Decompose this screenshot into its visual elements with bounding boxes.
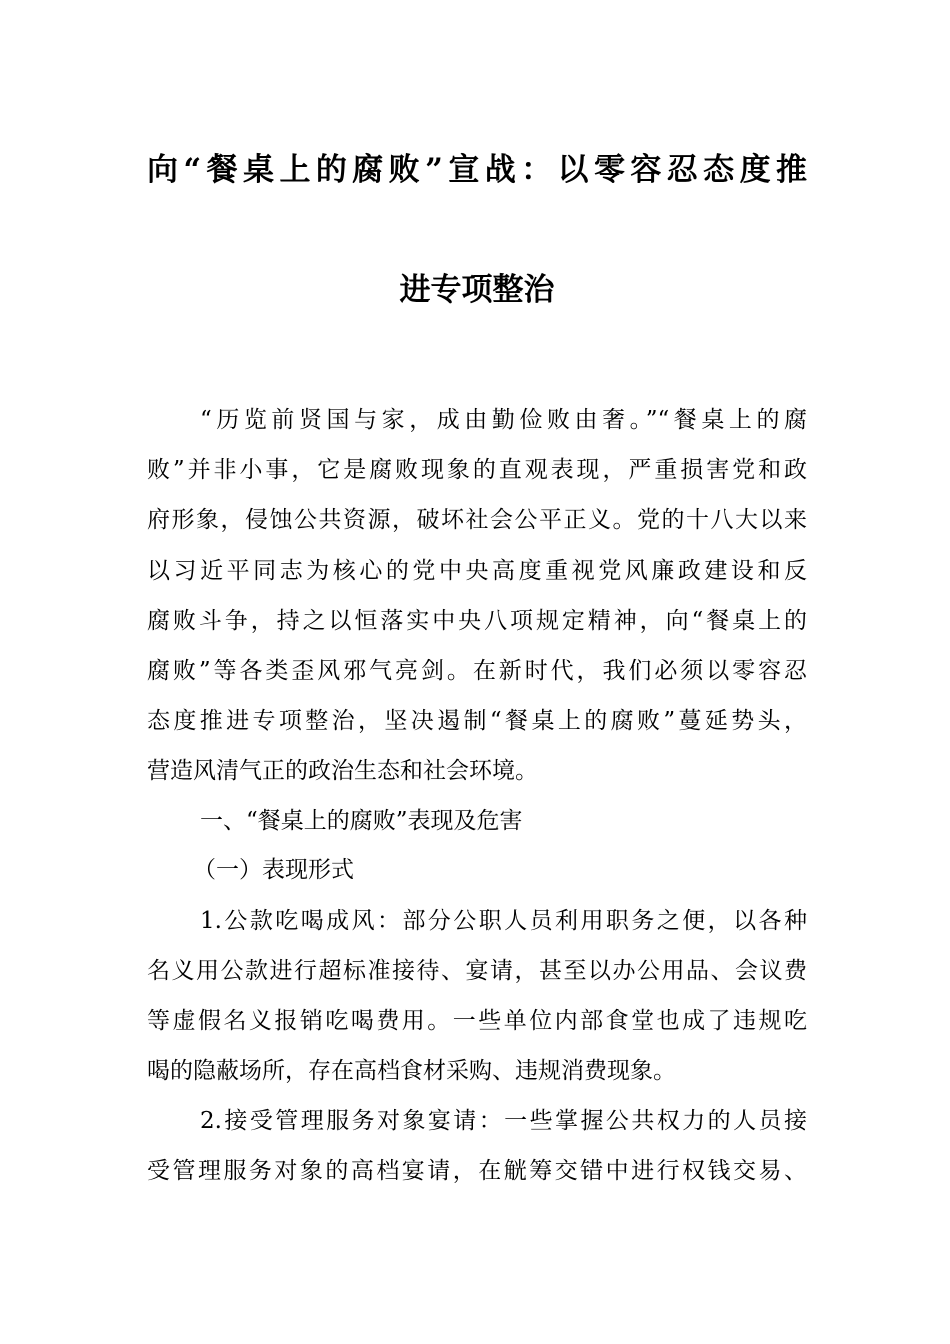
item1-line: 1.公款吃喝成风：部分公职人员利用职务之便，以各种 [200,908,807,934]
document-title-line-1: 向“餐桌上的腐败”宣战：以零容忍态度推 [147,152,807,188]
document-title-line-2: 进专项整治 [399,272,555,308]
item1-line: 等虚假名义报销吃喝费用。一些单位内部食堂也成了违规吃 [147,1008,807,1034]
item1-line: 名义用公款进行超标准接待、宴请，甚至以办公用品、会议费 [147,958,807,984]
item1-line: 喝的隐蔽场所，存在高档食材采购、违规消费现象。 [147,1058,676,1084]
intro-line: 腐败斗争，持之以恒落实中央八项规定精神，向“餐桌上的 [147,608,807,634]
item2-line: 受管理服务对象的高档宴请，在觥筹交错中进行权钱交易、 [147,1158,807,1184]
intro-line: 营造风清气正的政治生态和社会环境。 [147,758,538,784]
item2-line: 2.接受管理服务对象宴请：一些掌握公共权力的人员接 [200,1108,807,1134]
intro-line: 败”并非小事，它是腐败现象的直观表现，严重损害党和政 [147,457,807,483]
intro-line: 态度推进专项整治，坚决遏制“餐桌上的腐败”蔓延势头， [147,708,807,734]
intro-line: “历览前贤国与家，成由勤俭败由奢。”“餐桌上的腐 [200,407,807,433]
subsection-heading: （一）表现形式 [193,857,354,883]
intro-line: 府形象，侵蚀公共资源，破坏社会公平正义。党的十八大以来 [147,507,807,533]
intro-line: 腐败”等各类歪风邪气亮剑。在新时代，我们必须以零容忍 [147,658,807,684]
section-heading: 一、“餐桌上的腐败”表现及危害 [200,808,523,834]
intro-line: 以习近平同志为核心的党中央高度重视党风廉政建设和反 [147,558,807,584]
